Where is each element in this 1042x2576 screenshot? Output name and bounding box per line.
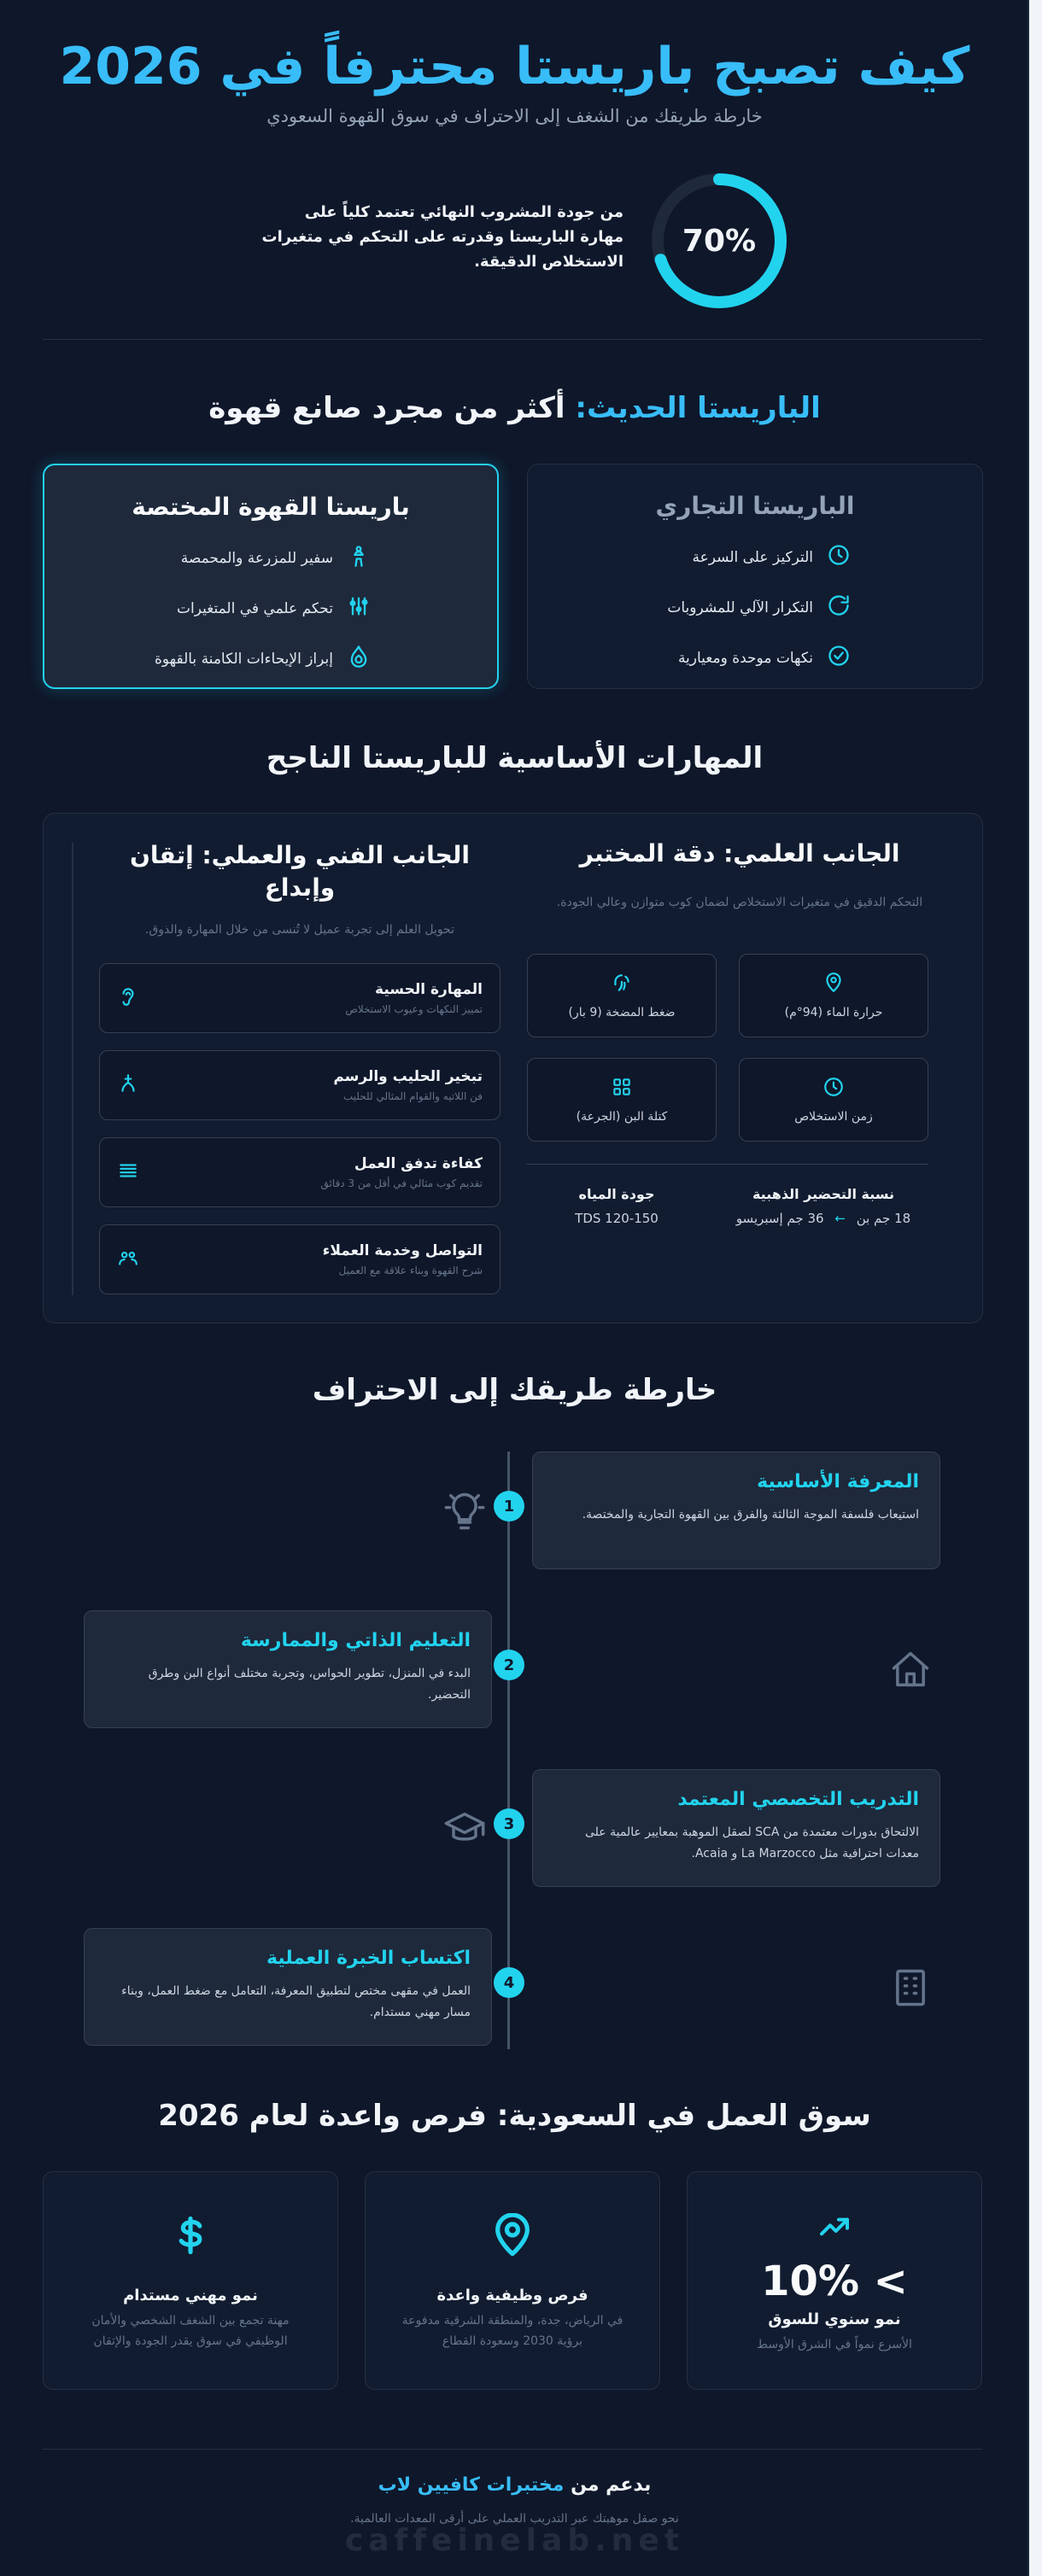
market-card <box>365 2171 660 2390</box>
clock-icon <box>822 1076 845 1101</box>
variable-card <box>527 954 717 1037</box>
practical-skill-sub: تمييز النكهات وعيوب الاستخلاص <box>345 1003 483 1015</box>
water-value: TDS 120-150 <box>575 1211 659 1226</box>
specialty-item <box>155 544 371 572</box>
commercial-item <box>667 543 851 571</box>
commercial-item-label: التركيز على السرعة <box>692 548 813 566</box>
layers-icon <box>117 1159 139 1185</box>
commercial-title: الباريستا التجاري <box>655 492 855 520</box>
roadmap-step-title: اكتساب الخبرة العملية <box>266 1948 471 1969</box>
footer-prefix: بدعم من <box>564 2474 652 2496</box>
footer-divider <box>43 2449 982 2450</box>
roadmap-step-title: التعليم الذاتي والممارسة <box>240 1630 471 1651</box>
step-number: 1 <box>494 1491 524 1522</box>
variable-card <box>739 954 928 1037</box>
building-icon <box>888 1966 933 2013</box>
roadmap-step-desc: البدء في المنزل، تطوير الحواس، وتجربة مختلف أنواع البن وطرق التحضير. <box>148 1667 471 1702</box>
variable-card <box>739 1058 928 1142</box>
roadmap-step-title: التدريب التخصصي المعتمد <box>677 1789 919 1810</box>
hero-title: كيف تصبح باريستا محترفاً في 2026 <box>59 37 970 96</box>
market-card-desc: الأسرع نمواً في الشرق الأوسط <box>757 2338 912 2351</box>
variables-grid <box>527 954 928 1142</box>
practical-skill-title: تبخير الحليب والرسم <box>333 1068 483 1085</box>
graduation-cap-icon <box>442 1807 487 1855</box>
roadmap-title: خارطة طريقك إلى الاحتراف <box>312 1373 717 1407</box>
hero-subtitle: خارطة طريقك من الشغف إلى الاحتراف في سوق القهوة السعودي <box>266 106 763 126</box>
market-card <box>43 2171 338 2390</box>
modern-title-rest: أكثر من مجرد صانع قهوة <box>208 391 576 425</box>
lightbulb-icon <box>442 1489 487 1537</box>
flame-icon <box>347 645 371 673</box>
step-number: 2 <box>494 1650 524 1680</box>
market-card <box>687 2171 982 2390</box>
roadmap-step-card <box>532 1452 940 1569</box>
commercial-item-label: نكهات موحدة ومعيارية <box>677 649 813 667</box>
practical-skill-text <box>323 1242 483 1276</box>
commercial-item <box>667 644 851 672</box>
column-divider <box>72 843 73 1295</box>
scientific-title: الجانب العلمي: دقة المختبر <box>579 839 900 867</box>
water-label: جودة المياه <box>578 1186 655 1202</box>
roadmap-step-desc: استيعاب فلسفة الموجة الثالثة والفرق بين القهوة التجارية والمختصة. <box>582 1508 919 1522</box>
rotate-icon <box>827 593 851 622</box>
practical-skill-text <box>345 981 483 1015</box>
specialty-item-label: سفير للمزرعة والمحمصة <box>180 549 333 567</box>
ratio-from: 18 جم بن <box>856 1211 911 1226</box>
practical-desc: تحويل العلم إلى تجربة عميل لا تُنسى من خلال المهارة والذوق. <box>144 923 455 937</box>
practical-skill <box>99 1050 501 1120</box>
specialty-title: باريستا القهوة المختصة <box>132 493 410 521</box>
practical-skill-title: المهارة الحسية <box>375 981 483 998</box>
practical-skill-sub: تقديم كوب مثالي في أقل من 3 دقائق <box>320 1177 483 1189</box>
specialty-list <box>155 544 371 673</box>
location-pin-icon <box>822 972 845 997</box>
practical-skill-title: كفاءة تدفق العمل <box>354 1155 483 1172</box>
market-card-title: نمو مهني مستدام <box>123 2287 258 2304</box>
skills-title: المهارات الأساسية للباريستا الناجح <box>266 741 764 775</box>
ratio-arrow-icon: ← <box>834 1211 846 1226</box>
market-card-desc: في الرياض، جدة، والمنطقة الشرقية مدفوعة برؤية 2030 وسعودة القطاع <box>401 2314 623 2348</box>
variable-label: كتلة البن (الجرعة) <box>576 1110 668 1124</box>
stat-text: من جودة المشروب النهائي تعتمد كلياً على مهارة الباريستا وقدرته على التحكم في متغيرات الاستخلاص الدقيقة. <box>261 203 623 271</box>
water-block <box>527 1186 706 1226</box>
modern-title-accent: الباريستا الحديث: <box>575 391 821 425</box>
commercial-card <box>527 464 983 689</box>
watermark: caffeinelab.net <box>344 2523 685 2558</box>
roadmap-step-card <box>532 1769 940 1887</box>
dollar-icon <box>44 2213 337 2261</box>
practical-skill-sub: شرح القهوة وبناء علاقة مع العميل <box>338 1265 483 1276</box>
practical-skill-title: التواصل وخدمة العملاء <box>322 1242 483 1259</box>
market-card-title: فرص وظيفية واعدة <box>436 2287 588 2304</box>
scrollbar-track[interactable] <box>1029 0 1042 2576</box>
stat-ring <box>647 168 792 313</box>
specialty-card <box>43 464 499 689</box>
ratio-value <box>721 1211 926 1226</box>
sliders-icon <box>347 594 371 622</box>
market-card-desc: مهنة تجمع بين الشغف الشخصي والأمان الوظيفي في سوق يقدر الجودة والإتقان <box>91 2314 290 2348</box>
roadmap-step-desc: الالتحاق بدورات معتمدة من SCA لصقل الموهبة بمعايير عالمية على معدات احترافية مثل La Marzocco و Acaia. <box>585 1825 919 1860</box>
divider <box>43 339 982 340</box>
footer-credit <box>0 2474 1029 2496</box>
scientific-desc: التحكم الدقيق في متغيرات الاستخلاص لضمان كوب متوازن وعالي الجودة. <box>556 896 923 909</box>
practical-skill <box>99 1224 501 1294</box>
variable-label: ضغط المضخة (9 بار) <box>568 1006 676 1019</box>
ratio-label: نسبة التحضير الذهبية <box>752 1186 895 1202</box>
specialty-item-label: تحكم علمي في المتغيرات <box>177 599 333 617</box>
ear-icon <box>117 985 139 1011</box>
market-title: سوق العمل في السعودية: فرص واعدة لعام 2026 <box>158 2099 871 2133</box>
market-big-stat: 10% < <box>761 2258 908 2305</box>
modern-title <box>0 391 1029 425</box>
practical-skill <box>99 1137 501 1207</box>
roadmap-step-title: المعرفة الأساسية <box>757 1471 919 1492</box>
trending-up-icon <box>688 2210 981 2247</box>
roadmap-step-card <box>84 1610 492 1728</box>
footer-brand-link[interactable]: مختبرات كافيين لاب <box>378 2474 565 2496</box>
fingerprint-icon <box>611 972 633 997</box>
step-number: 3 <box>494 1808 524 1839</box>
check-circle-icon <box>827 644 851 672</box>
clock-icon <box>827 543 851 571</box>
hero-section <box>0 32 1029 126</box>
step-number: 4 <box>494 1967 524 1998</box>
variable-card <box>527 1058 717 1142</box>
stat-value: 70% <box>682 223 757 259</box>
skills-card <box>43 813 983 1323</box>
map-pin-icon <box>366 2213 659 2261</box>
practical-skill-text <box>321 1155 483 1189</box>
wind-icon <box>117 1072 139 1098</box>
footer-tagline: نحو صقل موهبتك عبر التدريب العملي على أرقى المعدات العالمية. <box>350 2512 679 2526</box>
commercial-item-label: التكرار الآلي للمشروبات <box>667 599 813 616</box>
ratio-to: 36 جم إسبريسو <box>735 1211 824 1226</box>
practical-list <box>99 963 501 1294</box>
person-icon <box>347 544 371 572</box>
practical-skill-text <box>333 1068 483 1102</box>
ratio-divider <box>527 1164 928 1165</box>
market-card-title: نمو سنوي للسوق <box>768 2310 901 2328</box>
commercial-item <box>667 593 851 622</box>
practical-skill-sub: فن اللاتيه والقوام المثالي للحليب <box>342 1090 483 1102</box>
variable-label: حرارة الماء (94°م) <box>784 1006 883 1019</box>
practical-skill <box>99 963 501 1033</box>
commercial-list <box>667 543 851 672</box>
roadmap-step-desc: العمل في مقهى مختص لتطبيق المعرفة، التعامل مع ضغط العمل، وبناء مسار مهني مستدام. <box>121 1984 471 2019</box>
practical-title: الجانب الفني والعملي: إتقان وإبداع <box>130 841 470 902</box>
roadmap-line <box>507 1452 510 2049</box>
ratio-block <box>721 1186 926 1226</box>
variable-label: زمن الاستخلاص <box>794 1110 873 1124</box>
specialty-item <box>155 594 371 622</box>
grid-icon <box>611 1076 633 1101</box>
home-icon <box>888 1648 933 1696</box>
roadmap-step-card <box>84 1928 492 2046</box>
specialty-item <box>155 645 371 673</box>
specialty-item-label: إبراز الإيحاءات الكامنة بالقهوة <box>154 650 333 668</box>
users-icon <box>117 1247 139 1272</box>
